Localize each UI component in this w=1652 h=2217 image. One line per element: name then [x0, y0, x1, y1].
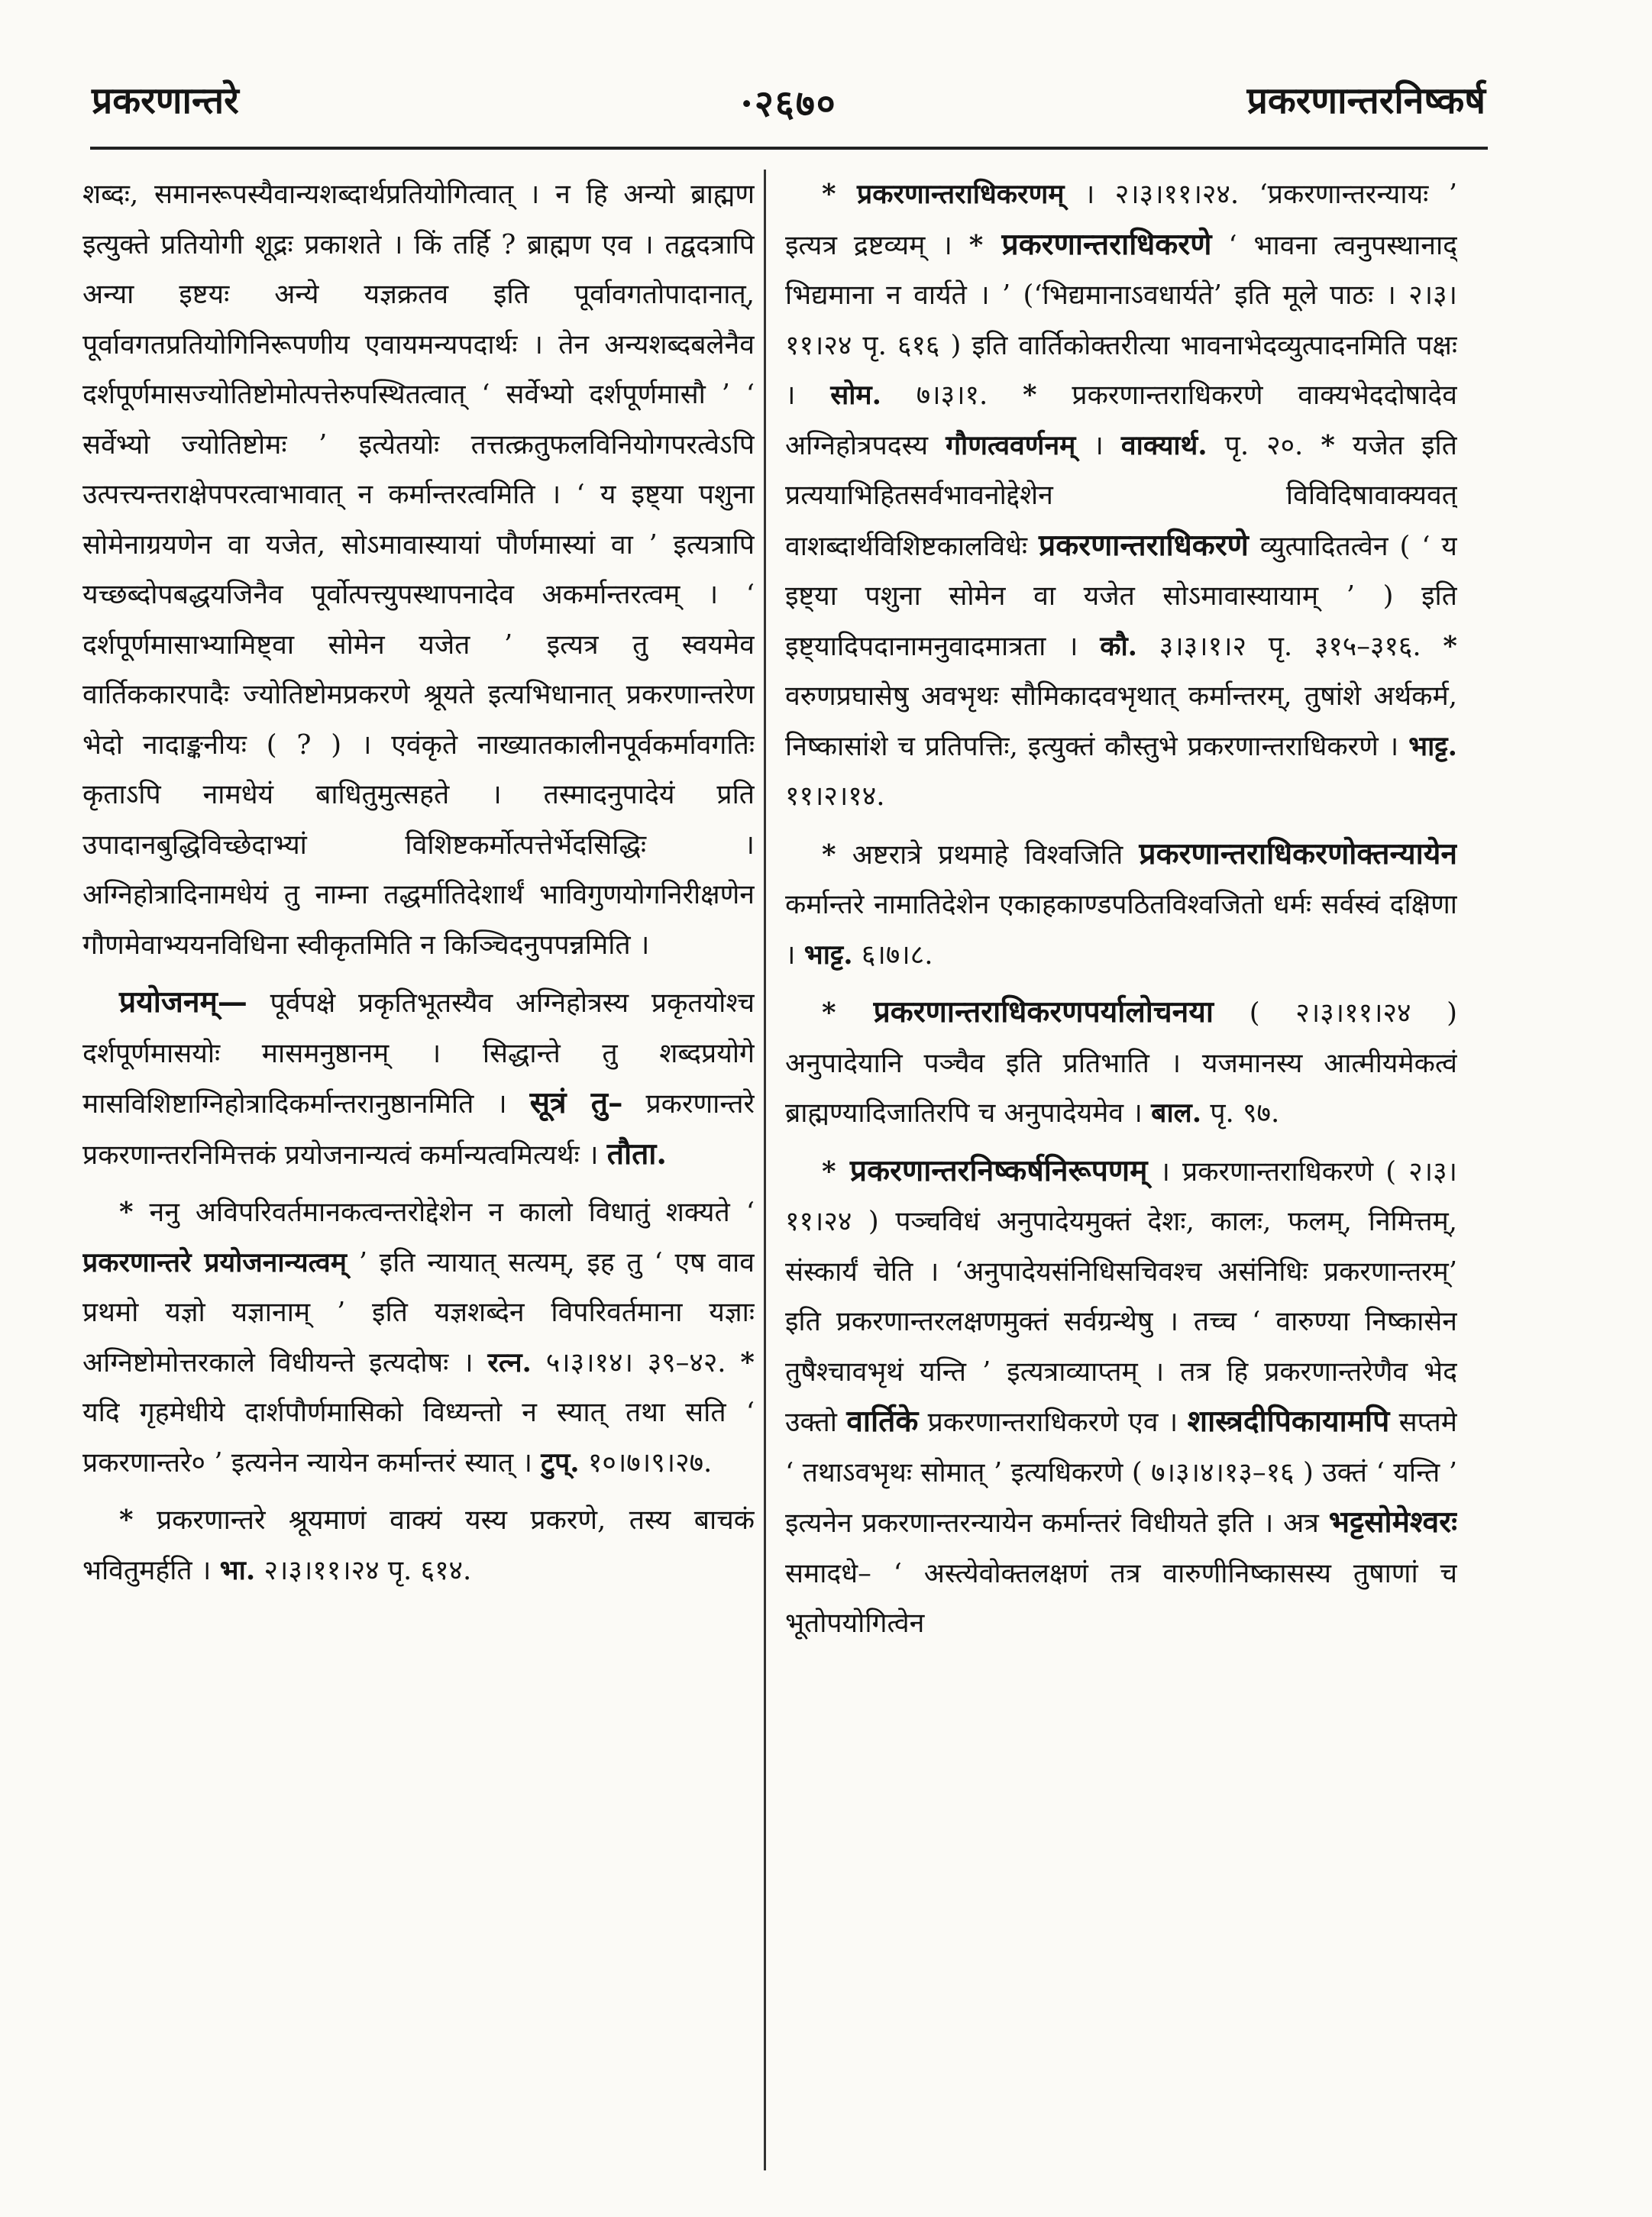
asterisk-icon: * [822, 839, 836, 871]
asterisk-icon: * [822, 997, 836, 1029]
text-segment: व्युत्पादितत्वेन ( ‘ य इष्ट्या पशुना सोमेन वा यजेत सोऽमावास्यायाम् ’ ) इति इष्ट्यादिपदानामनुवादमात्रता । [785, 530, 1457, 662]
asterisk-icon: * [740, 1346, 755, 1378]
asterisk-icon: * [1443, 630, 1457, 662]
column-divider [764, 170, 766, 2170]
asterisk-icon: * [968, 229, 984, 261]
running-head-right: प्रकरणान्तरनिष्कर्ष [1246, 79, 1486, 122]
bold-term: प्रकरणान्तराधिकरणम् [836, 179, 1065, 210]
bold-term: प्रकरणान्तराधिकरणोक्तन्यायेन [1139, 835, 1457, 871]
text-segment: पृ. ९७. [1201, 1097, 1280, 1129]
right-paragraph-4 [785, 1146, 1457, 1649]
text-segment: पृ. २०. [1207, 429, 1321, 461]
ref-kau: कौ. [1100, 630, 1138, 662]
ref-soma: सोम. [830, 380, 881, 411]
text-segment: सप्तमे ‘ तथाऽवभृथः सोमात् ’ इत्यधिकरणे ( ७।३।४।१३–१६ ) उक्तं ‘ यन्ति ’ इत्यनेन प्रकरणान्तरन्यायेन कर्मान्तरं विधीयते इति । अत्र [785, 1407, 1457, 1539]
text-segment: अष्टरात्रे प्रथमाहे विश्वजिति [836, 839, 1140, 871]
ref-tup: टुप्. [541, 1446, 580, 1479]
ref-ratna: रत्न. [487, 1346, 532, 1378]
running-head-left: प्रकरणान्तरे [92, 79, 239, 122]
asterisk-icon: * [1023, 380, 1037, 411]
text-segment: ११।२।१४. [785, 780, 885, 812]
ref-bala: बाल. [1151, 1097, 1202, 1129]
bold-term: प्रकरणान्तराधिकरणे [1039, 527, 1249, 563]
left-paragraph-3 [82, 1188, 755, 1488]
left-paragraph-1: शब्दः, समानरूपस्यैवान्यशब्दार्थप्रतियोगित्वात् । न हि अन्यो ब्राह्मण इत्युक्ते प्रतियोगी शूद्रः प्रकाशते । किं तर्हि ? ब्राह्मण एव । तद्वदत्रापि अन्या इष्टयः अन्ये यज्ञक्रतव इति पूर्वावगतोपादानात्, पूर्वावगतप्रतियोगिनिरूपणीय एवायमन्यपदार्थः । तेन अन्यशब्दबलेनैव दर्शपूर्णमासज्योतिष्टोमोत्पत्तेरुपस्थितत्वात् ‘ सर्वेभ्यो दर्शपूर्णमासौ ’ ‘ सर्वेभ्यो ज्योतिष्टोमः ’ इत्येतयोः तत्तत्क्रतुफलविनियोगपरत्वेऽपि उत्पत्त्यन्तराक्षेपपरत्वाभावात् न कर्मान्तरत्वमिति । ‘ य इष्ट्या पशुना सोमेनाग्रयणेन वा यजेत, सोऽमावास्यायां पौर्णमास्यां वा ’ इत्यत्रापि यच्छब्दोपबद्धयजिनैव पूर्वोत्पत्त्युपस्थापनादेव अकर्मान्तरत्वम् । ‘ दर्शपूर्णमासाभ्यामिष्ट्वा सोमेन यजेत ’ इत्यत्र तु स्वयमेव वार्तिककारपादैः ज्योतिष्टोमप्रकरणे श्रूयते इत्यभिधानात् प्रकरणान्तरेण भेदो नादाङ्कनीयः ( ? ) । एवंकृते नाख्यातकालीनपूर्वकर्मावगतिः कृताऽपि नामधेयं बाधितुमुत्सहते । तस्मादनुपादेयं प्रति उपादानबुद्धिविच्छेदाभ्यां विशिष्टकर्मोत्पत्तेर्भेदसिद्धिः । अग्निहोत्रादिनामधेयं तु नाम्ना तद्धर्मातिदेशार्थं भाविगुणयोगनिरीक्षणेन गौणमेवाभ्ययनविधिना स्वीकृतमिति न किञ्चिदनुपपन्नमिति । [82, 179, 755, 961]
text-segment: १०।७।९।२७. [579, 1446, 713, 1479]
ref-bhatta: भाट्ट. [1408, 730, 1457, 762]
text-segment: प्रकरणान्तराधिकरणे एव । [918, 1407, 1188, 1438]
ref-vakyartha: वाक्यार्थ. [1120, 429, 1207, 461]
text-segment: ६।७।८. [852, 939, 933, 971]
text-segment: प्रकरणान्तरे श्रूयमाणं वाक्यं यस्य प्रकरणे, तस्य बाचकं भवितुमर्हति । [82, 1504, 755, 1586]
right-paragraph-2 [785, 829, 1457, 981]
text-segment: । प्रकरणान्तराधिकरणे ( २।३।११।२४ ) पञ्चविधं अनुपादेयमुक्तं देशः, कालः, फलम्, निमित्तम्, संस्कार्यं चेति । ‘अनुपादेयसंनिधिसचिवश्च असंनिधिः प्रकरणान्तरम्’ इति प्रकरणान्तरलक्षणमुक्तं सर्वग्रन्थेषु । तच्च ‘ वारुण्या निष्कासेन तुषैश्चावभृथं यन्ति ’ इत्यत्राव्याप्तम् । तत्र हि प्रकरणान्तरेणैव भेद उक्तो [785, 1155, 1457, 1438]
text-segment: कर्मान्तरे नामातिदेशेन एकाहकाण्डपठितविश्वजितो धर्मः सर्वस्वं दक्षिणा । [785, 889, 1457, 971]
asterisk-icon: * [119, 1197, 134, 1228]
text-segment: ननु अविपरिवर्तमानकत्वन्तरोद्देशेन न कालो विधातुं शक्यते ‘ [133, 1197, 755, 1228]
text-segment: ( २।३।११।२४ ) अनुपादेयानि पञ्चैव इति प्रतिभाति । यजमानस्य आत्मीयमेकत्वं ब्राह्मण्यादिजातिरपि च अनुपादेयमेव । [785, 997, 1457, 1129]
text-segment: ‘ भावना त्वनुपस्थानाद् भिद्यमाना न वार्यते । ’ (‘भिद्यमानाऽवधार्यते’ इति मूले पाठः । २।३।११।२४ पृ. ६१६ ) इति वार्तिकोक्तरीत्या भावनाभेदव्युत्पादनमिति पक्षः । [785, 229, 1457, 411]
asterisk-icon: * [1321, 429, 1335, 461]
text-segment: ७।३।१. [881, 380, 1023, 411]
bold-term: प्रकरणान्तरे प्रयोजनान्यत्वम् [82, 1246, 347, 1278]
asterisk-icon: * [119, 1504, 134, 1536]
bold-term: गौणत्ववर्णनम् [946, 429, 1076, 461]
text-segment: यदि गृहमेधीये दार्शपौर्णमासिको विध्यन्तो न स्यात् तथा सति ‘ प्रकरणान्तरे० ’ इत्यनेन न्यायेन कर्मान्तरं स्यात् । [82, 1397, 755, 1479]
prayojanam-heading: प्रयोजनम्— [119, 984, 247, 1020]
page-header [92, 61, 1486, 130]
bold-term: शास्त्रदीपिकायामपि [1187, 1404, 1390, 1439]
text-segment: २।३।११।२४ पृ. ६१४. [255, 1554, 472, 1586]
right-column [785, 170, 1457, 2170]
text-segment: समादधे– ‘ अस्त्येवोक्तलक्षणं तत्र वारुणीनिष्कासस्य तुषाणां च भूतोपयोगित्वेन [785, 1557, 1457, 1639]
sutra-label: सूत्रं तु– [529, 1085, 623, 1120]
bold-term: वार्तिके [846, 1404, 919, 1439]
text-segment: ३।३।१।२ पृ. ३१५–३१६. [1137, 630, 1443, 662]
header-rule [90, 147, 1488, 150]
text-segment: । २।३।११।२४. ‘प्रकरणान्तरन्यायः ’ इत्यत्र द्रष्टव्यम् । [785, 179, 1457, 261]
sutra-text: प्रकरणान्तरे प्रकरणान्तरनिमित्तकं प्रयोजनान्यत्वं कर्मान्यत्वमित्यर्थः । [82, 1088, 755, 1171]
bold-term: प्रकरणान्तरनिष्कर्षनिरूपणम् [836, 1152, 1148, 1188]
page-number: ·२६७० [740, 82, 837, 125]
right-paragraph-3 [785, 987, 1457, 1139]
left-paragraph-4 [82, 1495, 755, 1595]
prayojanam-text: पूर्वपक्षे प्रकृतिभूतस्यैव अग्निहोत्रस्य प्रकृतयोश्च दर्शपूर्णमासयोः मासमनुष्ठानम् । सिद्धान्ते तु शब्दप्रयोगे मासविशिष्टाग्निहोत्रादिकर्मान्तरानुष्ठानमिति । [82, 987, 755, 1120]
right-paragraph-1 [785, 170, 1457, 822]
text-segment: ’ इति न्यायात् सत्यम्, इह तु ‘ एष वाव प्रथमो यज्ञो यज्ञानाम् ’ इति यज्ञशब्देन विपरिवर्तमाना यज्ञाः अग्निष्टोमोत्तरकाले विधीयन्ते इत्यदोषः । [82, 1246, 755, 1378]
text-segment: वरुणप्रघासेषु अवभृथः सौमिकादवभृथात् कर्मान्तरम्, तुषांशे अर्थकर्म, निष्कासांशे च प्रतिपत्तिः, इत्युक्तं कौस्तुभे प्रकरणान्तराधिकरणे । [785, 680, 1457, 762]
text-segment: । [1075, 429, 1121, 461]
bold-term: प्रकरणान्तराधिकरणे [983, 226, 1212, 262]
text-segment: प्रकरणान्तराधिकरणे वाक्यभेददोषादेव अग्निहोत्रपदस्य [785, 380, 1457, 461]
left-paragraph-prayojanam [82, 978, 755, 1180]
bold-term: भट्टसोमेश्वरः [1328, 1504, 1457, 1540]
bold-term: प्रकरणान्तराधिकरणपर्यालोचनया [836, 994, 1214, 1029]
text-segment: यजेत इति प्रत्ययाभिहितसर्वभावनोद्देशेन विविदिषावाक्यवत् वाशब्दार्थविशिष्टकालविधेः [785, 429, 1457, 562]
ref-bha: भा. [219, 1554, 256, 1586]
ref-tauta: तौता. [606, 1136, 667, 1172]
left-column [82, 170, 755, 2170]
ref-bhatta: भाट्ट. [803, 939, 853, 971]
asterisk-icon: * [822, 1155, 836, 1188]
asterisk-icon: * [822, 179, 836, 210]
text-segment: ५।३।१४। ३९–४२. [531, 1346, 741, 1378]
